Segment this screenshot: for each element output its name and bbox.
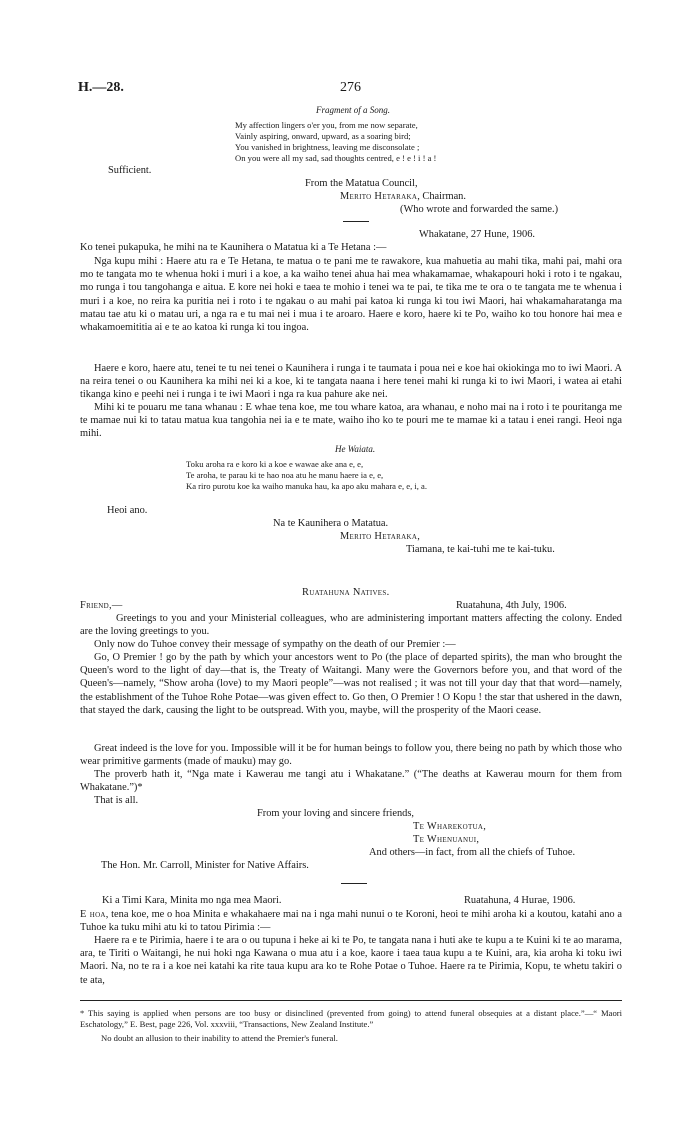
letter2-paragraph: Haere e koro, haere atu, tenei te tu nei tenei o Kaunihera i runga i te taumata i poua nei e koe hai okiokinga mo to iwi Maori. A na reira tenei o ou Kaunihera ka mihi nei ki a koe, ki te tangata naana i here tenei mahi ki runga ki to iwi Maori, i watea ai etahi tikanga kino e peehi nei i runga i te iwi Maori i nga ra kua pahure ake nei.: [80, 363, 622, 401]
heoi-ano: Heoi ano.: [107, 505, 148, 516]
fragment-line: Vainly aspiring, onward, upward, as a soaring bird;: [235, 131, 411, 141]
letter1-name: Merito Hetaraka: [340, 191, 418, 202]
waiata-line: Toku aroha ra e koro ki a koe e wawae ake ana e, e,: [186, 459, 364, 469]
footnote: * This saying is applied when persons are too busy or disinclined (prevented from going) to attend funeral obsequies at a distant place.”—“ Maori Eschatology,” E. Best, page 226, Vol. xxxviii, “Transactions, New Zealand Institute.”: [80, 1008, 622, 1029]
others-line: And others—in fact, from all the chiefs of Tuhoe.: [369, 847, 576, 858]
letter3-paragraph: That is all.: [94, 795, 139, 806]
letter4-place-date: Ruatahuna, 4 Hurae, 1906.: [464, 895, 576, 906]
addressee: The Hon. Mr. Carroll, Minister for Native Affairs.: [101, 860, 309, 871]
page-number: 276: [340, 80, 361, 95]
fragment-line: On you were all my sad, sad thoughts centred, e ! e ! i ! a !: [235, 153, 437, 163]
signatory: Te Whenuanui,: [413, 834, 480, 845]
footnote-note: No doubt an allusion to their inability to attend the Premier's funeral.: [101, 1033, 338, 1043]
letter1-signatory: [340, 191, 466, 202]
letter3-paragraph: Great indeed is the love for you. Impossible will it be for human beings to follow you, there being no path by which those who wear primitive garments (made of mauku) may go.: [80, 743, 622, 768]
letter3-paragraph: Go, O Premier ! go by the path by which your ancestors went to Po (the place of departed spirits), the man who brought the Queen's word to the light of day—that is, the Treaty of Waitangi. Many were the Governors before you, and that word of the Queen's—namely, “Show aroha (love) to my Maori people”—was not realised ; it was not till your day that that word—namely, the establishment of the Tuhoe Rohe Potae—was given effect to. Go then, O Premier ! O Kopu ! the star that ushered in the dawn, that stayed the dark, causing the light to be outspread. With you, maybe, will the prosperity of the Maori cease.: [80, 652, 622, 716]
divider: [341, 883, 367, 884]
letter3-paragraph: Only now do Tuhoe convey their message of sympathy on the death of our Premier :—: [94, 639, 456, 650]
letter2-paragraph: Mihi ki te pouaru me tana whanau : E whae tena koe, me tou whare katoa, ara whanau, e noho mai na i roto i te pouritanga me te mamae nui ki to tatau matua kua tangohia nei ia e te mate, waiho iho ko te pouri me te mamae ki a tatau i enei rangi. Heoi nga mihi.: [80, 402, 622, 440]
letter1-from: From the Matatua Council,: [305, 178, 418, 189]
signatory: Te Wharekotua,: [413, 821, 487, 832]
letter4-to: Ki a Timi Kara, Minita mo nga mea Maori.: [102, 895, 282, 906]
divider: [343, 221, 369, 222]
letter3-paragraph: The proverb hath it, “Nga mate i Kawerau me tangi atu i Whakatane.” (“The deaths at Kawerau mourn for them from Whakatane.”)*: [80, 769, 622, 794]
sufficient-text: Sufficient.: [108, 165, 152, 176]
salutation: Friend,—: [80, 600, 123, 611]
waiata-title: He Waiata.: [335, 444, 376, 454]
letter3-from: From your loving and sincere friends,: [257, 808, 414, 819]
section-heading: Ruatahuna Natives.: [302, 587, 390, 598]
document-code: H.—28.: [78, 80, 124, 95]
letter4-paragraph: E hoa, tena koe, me o hoa Minita e whakahaere mai na i nga mahi nunui o te Koroni, heoi te mihi aroha ki a koutou, katahi ano a Tuhoe ka tuku mihi atu ki to tatou Pirimia :—: [80, 909, 622, 934]
waiata-line: Te aroha, te parau ki te hao noa atu he manu haere ia e, e,: [186, 470, 384, 480]
letter2-from: Na te Kaunihera o Matatua.: [273, 518, 389, 529]
letter4-paragraph: Haere ra e te Pirimia, haere i te ara o ou tupuna i heke ai ki te Po, te tangata nana i huti ake te kupu a te Kuini ki te ao marama, ara, te Tiriti o Waitangi, he nui hoki nga Kawana o mua atu i a koe, kaore i taea taua kupu a te Kuini, ara, kia aroha ki toku iwi Maori. Na, no te ra i a koe nei katahi ka rite taua kupu ara ko te Rohe Potae o Tuhoe. Haere ra te Pirimia, Kopu, te whetu takiri o te ata,: [80, 935, 622, 986]
waiata-line: Ka riro purotu koe ka waiho manuka hau, ka apo aku mahara e, e, i, a.: [186, 481, 428, 491]
footnote-rule: [80, 1000, 622, 1001]
fragment-line: You vanished in brightness, leaving me disconsolate ;: [235, 142, 420, 152]
letter1-role: , Chairman.: [417, 191, 466, 202]
fragment-line: My affection lingers o'er you, from me now separate,: [235, 120, 418, 130]
fragment-title: Fragment of a Song.: [316, 105, 390, 115]
letter3-paragraph: Greetings to you and your Ministerial colleagues, who are administering important matters affecting the colony. Ended are the loving greetings to you.: [80, 613, 622, 638]
letter2-paragraph: Nga kupu mihi : Haere atu ra e Te Hetana, te matua o te pani me te rawakore, kua mahuetia au mahi tika, mahi pai, mahi ora mo te tangata mo te whenua hoki i muri i a koe, a ka waiho tenei ahua hai mea whakamamae, whakapouri hoki i roto i te ngakau, mo runga i tou tangohanga e aitua. E kore nei hoki e taea te mohio i tenei wa te pai, te tika me te ora o te tangata me te whenua i muri i a koe, no reira ka puritia nei i roto i te ngakau o au mahi pai katoa ki runga ki tou iwi Maori, hai whakamaharatanga ma matau tae atu ki o matau uri, a nga ra e tu mai nei i mua i te aroaro. Haere e koro, haere ki te Po, waiho ko tou honore hai mea e whakamoemititia ai e te ao katoa ki runga ki tou ingoa.: [80, 256, 622, 334]
letter2-name: Merito Hetaraka,: [340, 531, 421, 542]
letter2-intro: Ko tenei pukapuka, he mihi na te Kaunihera o Matatua ki a Te Hetana :—: [80, 242, 387, 253]
place-date: Ruatahuna, 4th July, 1906.: [456, 600, 567, 611]
letter1-note: (Who wrote and forwarded the same.): [400, 204, 559, 215]
letter2-role: Tiamana, te kai-tuhi me te kai-tuku.: [406, 544, 555, 555]
letter2-date: Whakatane, 27 Hune, 1906.: [419, 229, 535, 240]
